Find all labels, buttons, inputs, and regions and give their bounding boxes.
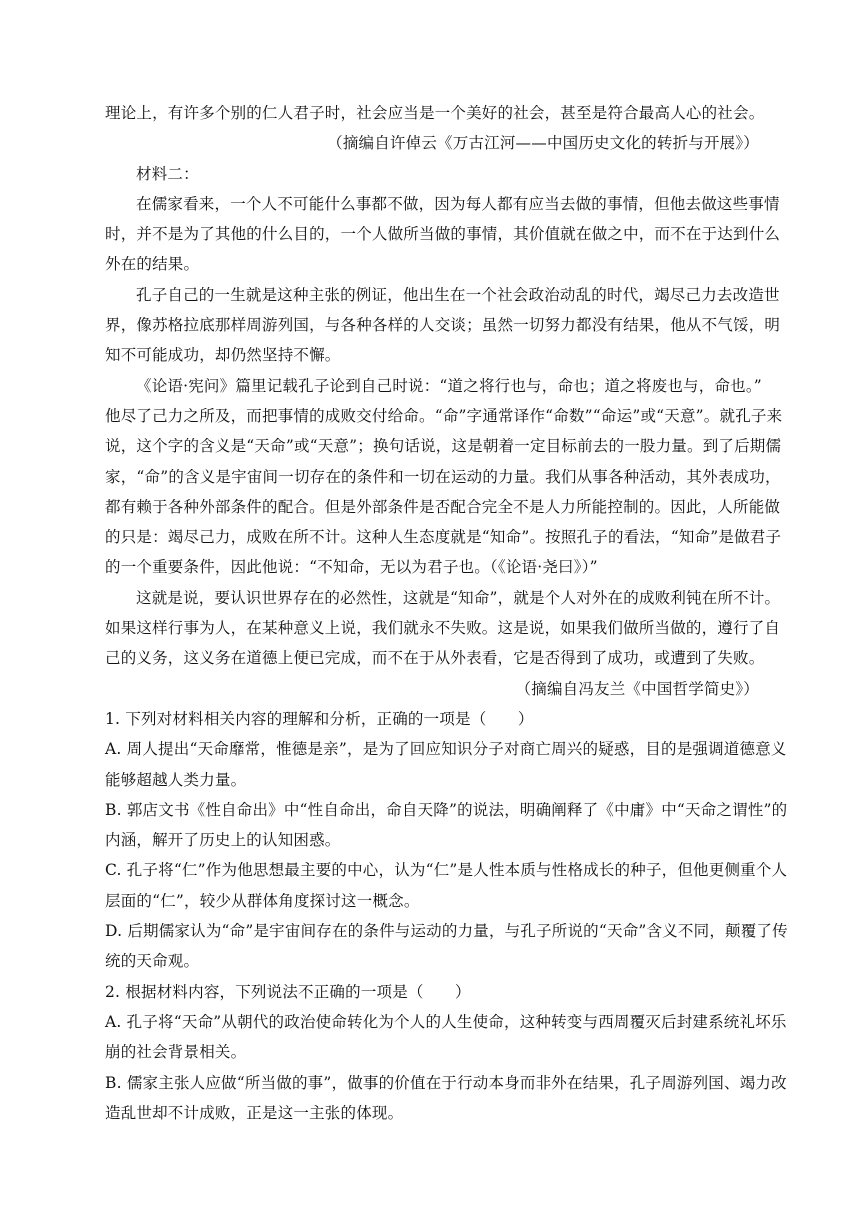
paragraph-line: 孔子自己的一生就是这种主张的例证，他出生在一个社会政治动乱的时代，竭尽己力去改造世 [136,285,780,304]
material2-heading: 材料二： [136,164,199,183]
paragraph-line: 知不可能成功，却仍然坚持不懈。 [105,346,341,365]
option-b[interactable] [105,795,788,856]
option-line: A. 孔子将“天命”从朝代的政治使命转化为个人的人生使命，这种转变与西周覆灭后封建系统礼坏乐 [105,1012,787,1031]
paragraph-line: 都有赖于各种外部条件的配合。但是外部条件是否配合完全不是人力所能控制的。因此，人所能做 [105,497,781,516]
material2-paragraph-3 [105,371,783,583]
paragraph-line: 说，这个字的含义是“天命”或“天意”；换句话说，这是朝着一定目标前去的一股力量。到了后期儒 [105,437,782,456]
option-line: D. 后期儒家认为“命”是宇宙间存在的条件与运动的力量，与孔子所说的“天命”含义不同，颠覆了传 [105,922,788,941]
paragraph-line: 他尽了己力之所及，而把事情的成败交付给命。“命”字通常译作“命数”“命运”或“天意”。就孔子来 [105,406,783,425]
material2-paragraph-1 [105,189,781,280]
paragraph-line: 时，并不是为了其他的什么目的，一个人做所当做的事情，其价值就在做之中，而不在于达到什么 [105,225,781,244]
option-line: 能够超越人类力量。 [105,770,247,789]
option-line: 统的天命观。 [105,952,200,971]
option-line: B. 儒家主张人应做“所当做的事”，做事的价值在于行动本身而非外在结果，孔子周游列国、竭力改 [105,1073,787,1092]
option-line: A. 周人提出“天命靡常，惟德是亲”，是为了回应知识分子对商亡周兴的疑惑，目的是强调道德意义 [105,740,787,759]
material1-source: （摘编自许倬云《万古江河——中国历史文化的转折与开展》） [327,134,759,153]
option-line: B. 郭店文书《性自命出》中“性自命出，命自天降”的说法，明确阐释了《中庸》中“天命之谓性”的 [105,800,788,819]
material2-paragraph-2 [105,280,781,371]
paragraph-line: 如果这样行事为人，在某种意义上说，我们就永不失败。这是说，如果我们做所当做的，遵行了自 [105,619,781,638]
paragraph-line: 《论语·宪问》篇里记载孔子论到自己时说：“道之将行也与，命也；道之将废也与，命也。” [136,376,762,395]
option-line: 崩的社会背景相关。 [105,1043,247,1062]
option-line: 内涵，解开了历史上的认知困惑。 [105,831,341,850]
paragraph-line: 在儒家看来，一个人不可能什么事都不做，因为每人都有应当去做的事情，但他去做这些事情 [136,194,780,213]
paragraph-line: 这就是说，要认识世界存在的必然性，这就是“知命”，就是个人对外在的成败利钝在所不计。 [136,588,781,607]
paragraph-line: 的一个重要条件，因此他说：“不知命，无以为君子也。（《论语·尧曰》）” [105,558,598,577]
option-line: 造乱世却不计成败，正是这一主张的体现。 [105,1103,404,1122]
option-c[interactable] [105,855,788,916]
option-a[interactable] [105,734,787,795]
material1-line: 理论上，有许多个别的仁人君子时，社会应当是一个美好的社会，甚至是符合最高人心的社会。 [105,104,765,122]
option-line: 层面的“仁”，较少从群体角度探讨这一概念。 [105,891,420,910]
question-stem: 2. 根据材料内容，下列说法不正确的一项是（ ） [105,982,471,1001]
exam-page [105,98,788,1128]
question-1 [105,704,788,977]
option-a[interactable] [105,1007,787,1068]
paragraph-line: 的只是：竭尽己力，成败在所不计。这种人生态度就是“知命”。按照孔子的看法，“知命”是做君子 [105,528,782,547]
paragraph-line: 己的义务，这义务在道德上便已完成，而不在于从外表看，它是否得到了成功，或遭到了失败。 [105,649,765,668]
option-b[interactable] [105,1068,787,1129]
paragraph-line: 界，像苏格拉底那样周游列国，与各种各样的人交谈；虽然一切努力都没有结果，他从不气馁，明 [105,316,781,335]
paragraph-line: 家，“命”的含义是宇宙间一切存在的条件和一切在运动的力量。我们从事各种活动，其外表成功， [105,467,781,486]
option-d[interactable] [105,916,788,977]
option-line: C. 孔子将“仁”作为他思想最主要的中心，认为“仁”是人性本质与性格成长的种子，但他更侧重个人 [105,861,788,880]
material2-paragraph-4 [105,583,781,674]
question-2 [105,977,787,1128]
paragraph-line: 外在的结果。 [105,255,200,274]
question-stem: 1. 下列对材料相关内容的理解和分析，正确的一项是（ ） [105,709,534,728]
material2-source: （摘编自冯友兰《中国哲学简史》） [515,679,759,698]
